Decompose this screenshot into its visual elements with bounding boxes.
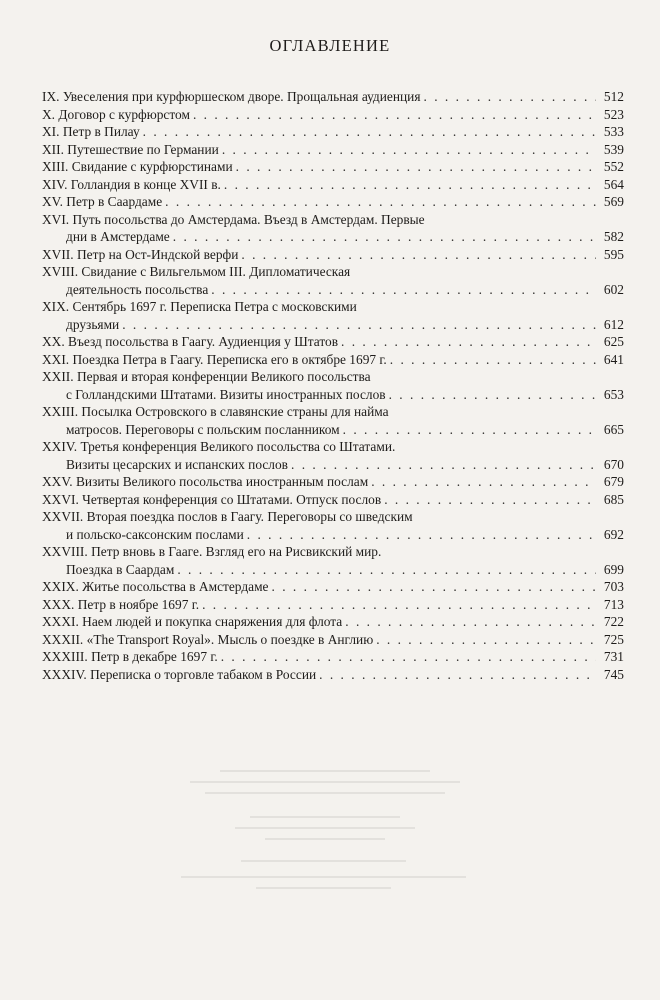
toc-entry-line xyxy=(42,281,624,299)
toc-entry-text: IX. Увеселения при курфюршеском дворе. Прощальная аудиенция xyxy=(42,89,421,104)
toc-entry-text: друзьями xyxy=(66,316,120,332)
toc-page-number: 602 xyxy=(603,281,624,297)
toc-entry xyxy=(42,438,624,473)
dot-leader xyxy=(224,176,596,194)
toc-entry-text: XXVIII. Петр вновь в Гааге. Взгляд его на Рисвикский мир. xyxy=(42,544,382,559)
toc-page-number: 569 xyxy=(603,194,624,209)
dot-leader xyxy=(345,613,596,631)
dot-leader xyxy=(341,333,596,351)
dot-leader xyxy=(272,578,596,596)
dot-leader xyxy=(122,316,596,334)
toc-entry-line xyxy=(42,176,624,194)
toc-entry xyxy=(42,508,624,543)
toc-entry-text: X. Договор с курфюрстом xyxy=(42,106,190,122)
toc-page-number: 685 xyxy=(603,491,624,507)
toc-entry xyxy=(42,333,624,351)
dot-leader xyxy=(247,526,596,544)
toc-entry-text: и польско-саксонским послами xyxy=(66,526,244,542)
toc-entry xyxy=(42,403,624,438)
toc-entry-line xyxy=(42,141,624,159)
dot-leader xyxy=(211,281,596,299)
toc-entry xyxy=(42,298,624,333)
toc-entry xyxy=(42,351,624,369)
dot-leader xyxy=(390,351,596,369)
toc-entry xyxy=(42,543,624,578)
dot-leader xyxy=(202,596,596,614)
toc-page-number: 692 xyxy=(603,526,624,542)
toc-entry xyxy=(42,176,624,194)
toc-entry-text: XXVII. Вторая поездка послов в Гаагу. Переговоры со шведским xyxy=(42,509,413,524)
toc-entry xyxy=(42,88,624,106)
toc-entry-text: XXII. Первая и вторая конференции Великого посольства xyxy=(42,369,371,384)
toc-page-number: 641 xyxy=(603,351,624,367)
toc-entry-line xyxy=(42,368,624,386)
bleed-through-colophon xyxy=(175,770,475,950)
dot-leader xyxy=(241,246,596,264)
toc-entry xyxy=(42,613,624,631)
toc-entry xyxy=(42,578,624,596)
toc-entry-line xyxy=(42,438,624,456)
toc-page-number: 539 xyxy=(603,141,624,157)
toc-entry-line xyxy=(42,578,624,596)
toc-entry-line xyxy=(42,631,624,649)
toc-entry-text: XIII. Свидание с курфюрстинами xyxy=(42,159,233,174)
toc-entry-line xyxy=(42,193,624,211)
toc-page-number: 679 xyxy=(603,474,624,489)
toc-entry xyxy=(42,368,624,403)
toc-entry-line xyxy=(42,158,624,176)
toc-entry-text: XXXI. Наем людей и покупка снаряжения для флота xyxy=(42,614,343,629)
toc-page-number: 612 xyxy=(603,316,624,332)
toc-entry-line xyxy=(42,526,624,544)
toc-entry-text: XXXII. «The Transport Royal». Мысль о поездке в Англию xyxy=(42,631,374,647)
toc-page-number: 564 xyxy=(603,176,624,192)
toc-page-number: 552 xyxy=(603,159,624,174)
toc-entry xyxy=(42,631,624,649)
toc-entry-line xyxy=(42,228,624,246)
toc-page-number: 582 xyxy=(603,229,624,244)
dot-leader xyxy=(343,421,596,439)
toc-page-number: 595 xyxy=(603,246,624,262)
toc-entry xyxy=(42,123,624,141)
dot-leader xyxy=(236,158,596,176)
toc-entry-line xyxy=(42,421,624,439)
toc-entry-line xyxy=(42,263,624,281)
toc-entry xyxy=(42,141,624,159)
toc-page-number: 625 xyxy=(603,334,624,349)
toc-entry-text: XXIII. Посылка Островского в славянские страны для найма xyxy=(42,404,389,419)
toc-entry-text: XXIV. Третья конференция Великого посольства со Штатами. xyxy=(42,439,396,454)
toc-page-number: 713 xyxy=(603,596,624,612)
toc-entry xyxy=(42,596,624,614)
toc-entry xyxy=(42,473,624,491)
toc-entry-line xyxy=(42,298,624,316)
toc-entry-line xyxy=(42,596,624,614)
toc-entry-text: XXX. Петр в ноябре 1697 г. xyxy=(42,596,200,612)
toc-entry-text: XII. Путешествие по Германии xyxy=(42,141,219,157)
dot-leader xyxy=(424,88,596,106)
toc-entry-text: с Голландскими Штатами. Визиты иностранных послов xyxy=(66,386,386,402)
dot-leader xyxy=(319,666,596,684)
toc-entry xyxy=(42,648,624,666)
toc-page-number: 665 xyxy=(603,421,624,437)
dot-leader xyxy=(376,631,596,649)
toc-entry-line xyxy=(42,316,624,334)
toc-entry-line xyxy=(42,473,624,491)
toc-entry-text: XX. Въезд посольства в Гаагу. Аудиенция у Штатов xyxy=(42,334,339,349)
toc-entry-line xyxy=(42,666,624,684)
dot-leader xyxy=(143,123,596,141)
toc-entry-line xyxy=(42,123,624,141)
toc-entry xyxy=(42,666,624,684)
toc-entry-text: матросов. Переговоры с польским посланником xyxy=(66,421,340,437)
toc-page-number: 512 xyxy=(603,89,624,104)
toc-entry-line xyxy=(42,543,624,561)
toc-entry-line xyxy=(42,648,624,666)
toc-page-number: 699 xyxy=(603,561,624,577)
toc-entry-line xyxy=(42,351,624,369)
toc-entry-line xyxy=(42,508,624,526)
toc-entry-text: XXIX. Житье посольства в Амстердаме xyxy=(42,579,269,594)
toc-entry-text: дни в Амстердаме xyxy=(66,229,170,244)
dot-leader xyxy=(173,228,596,246)
toc-entry-text: XVI. Путь посольства до Амстердама. Въезд в Амстердам. Первые xyxy=(42,211,425,227)
toc-page-number: 722 xyxy=(603,614,624,629)
toc-entry-line xyxy=(42,491,624,509)
toc-entry-text: деятельность посольства xyxy=(66,281,209,297)
dot-leader xyxy=(384,491,596,509)
toc-page-number: 703 xyxy=(603,579,624,594)
toc-entry xyxy=(42,263,624,298)
toc-entry xyxy=(42,211,624,246)
toc-entry-text: Визиты цесарских и испанских послов xyxy=(66,456,288,472)
toc-entry xyxy=(42,491,624,509)
toc-page-number: 731 xyxy=(603,649,624,664)
toc-entry-text: XI. Петр в Пилау xyxy=(42,124,140,139)
dot-leader xyxy=(371,473,596,491)
toc-entry-line xyxy=(42,211,624,229)
toc-entry-text: XVIII. Свидание с Вильгельмом III. Дипломатическая xyxy=(42,264,351,279)
dot-leader xyxy=(291,456,596,474)
toc-entry-line xyxy=(42,403,624,421)
toc-entry-line xyxy=(42,613,624,631)
toc-entry-text: XVII. Петр на Ост-Индской верфи xyxy=(42,246,239,262)
dot-leader xyxy=(165,193,596,211)
toc-entry-text: Поездка в Саардам xyxy=(66,561,175,577)
page-title: ОГЛАВЛЕНИЕ xyxy=(269,36,391,55)
toc-page-number: 670 xyxy=(603,456,624,472)
toc-entry-line xyxy=(42,246,624,264)
toc-page-number: 533 xyxy=(603,124,624,139)
toc-entry-line xyxy=(42,333,624,351)
toc-entry-text: XXI. Поездка Петра в Гаагу. Переписка его в октябре 1697 г. xyxy=(42,351,387,367)
toc-entry-text: XV. Петр в Саардаме xyxy=(42,194,163,209)
dot-leader xyxy=(221,648,596,666)
toc-entry xyxy=(42,193,624,211)
dot-leader xyxy=(222,141,596,159)
dot-leader xyxy=(193,106,596,124)
toc-page-number: 523 xyxy=(603,106,624,122)
toc-entry xyxy=(42,246,624,264)
toc-entry-line xyxy=(42,386,624,404)
toc-entry-line xyxy=(42,88,624,106)
toc-page-number: 745 xyxy=(603,666,624,682)
toc-entry xyxy=(42,106,624,124)
toc-page-number: 653 xyxy=(603,386,624,402)
toc-entry-line xyxy=(42,561,624,579)
toc-entry-text: XIV. Голландия в конце XVII в. xyxy=(42,176,221,192)
toc-entry-text: XXXIII. Петр в декабре 1697 г. xyxy=(42,649,218,664)
dot-leader xyxy=(177,561,596,579)
toc-entry-text: XIX. Сентябрь 1697 г. Переписка Петра с московскими xyxy=(42,299,357,314)
table-of-contents xyxy=(42,88,624,683)
toc-entry-text: XXVI. Четвертая конференция со Штатами. Отпуск послов xyxy=(42,491,382,507)
toc-page-number: 725 xyxy=(603,631,624,647)
toc-entry-line xyxy=(42,456,624,474)
toc-entry-line xyxy=(42,106,624,124)
toc-entry xyxy=(42,158,624,176)
toc-entry-text: XXV. Визиты Великого посольства иностранным послам xyxy=(42,474,369,489)
toc-entry-text: XXXIV. Переписка о торговле табаком в России xyxy=(42,666,317,682)
dot-leader xyxy=(389,386,596,404)
